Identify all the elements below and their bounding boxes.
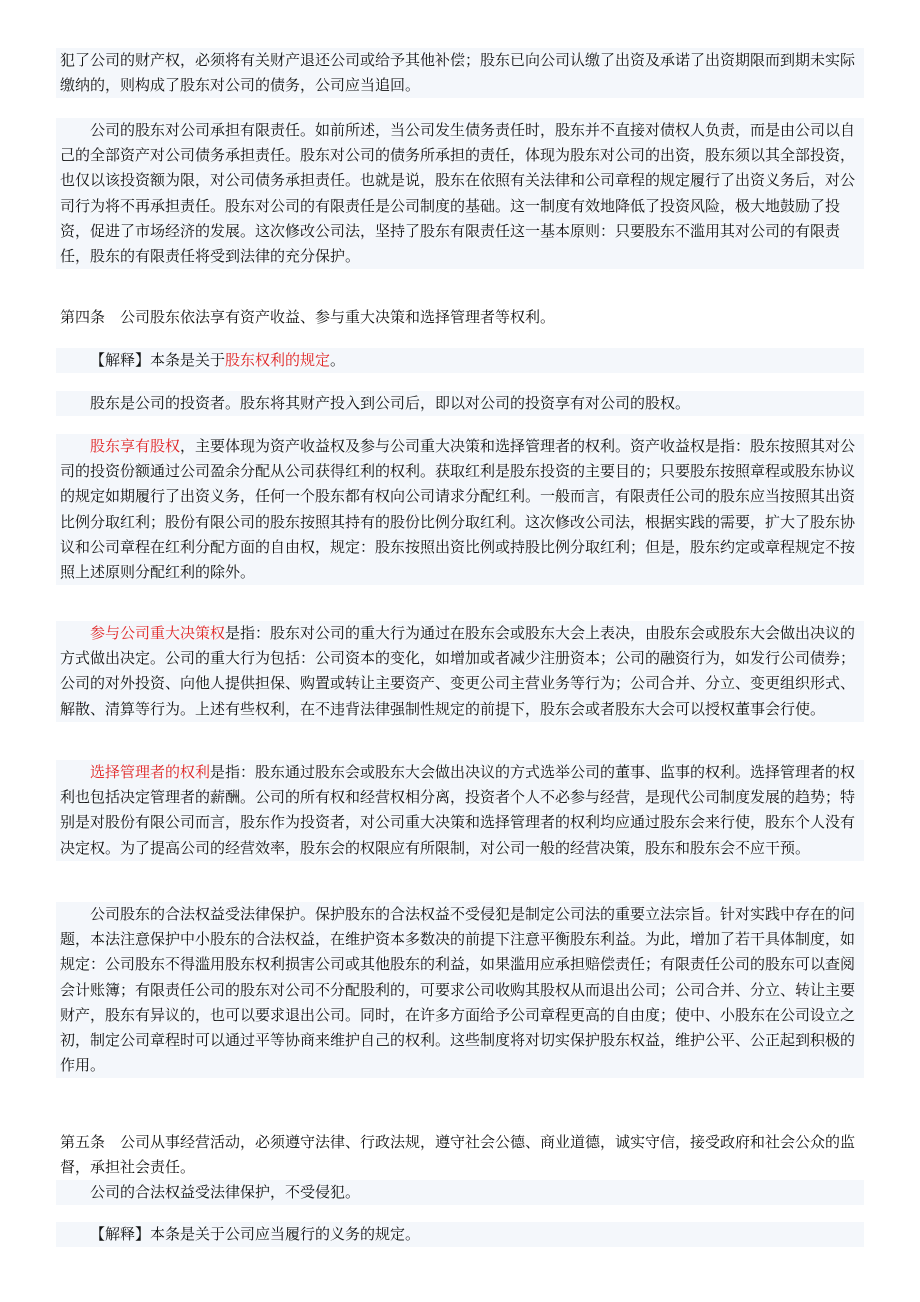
paragraph-rights-protected: 公司的合法权益受法律保护，不受侵犯。 [56,1180,864,1205]
article-4-interpretation [56,348,864,373]
highlight-equity: 股东享有股权 [90,437,181,455]
paragraph-equity-text: ，主要体现为资产收益权及参与公司重大决策和选择管理者的权利。资产收益权是指：股东按照其对公司的投资份额通过公司盈余分配从公司获得红利的权利。获取红利是股东投资的主要目的；只要股东按照章程或股东协议的规定如期履行了出资义务，任何一个股东都有权向公司请求分配红利。一般而言，有限责任公司的股东应当按照其出资比例分取红利；股份有限公司的股东按照其持有的股份比例分取红利。这次修改公司法，根据实践的需要，扩大了股东协议和公司章程在红利分配方面的自由权，规定：股东按照出资比例或持股比例分取红利；但是，股东约定或章程规定不按照上述原则分配红利的除外。 [60,437,856,582]
paragraph-continuation: 犯了公司的财产权，必须将有关财产退还公司或给予其他补偿；股东已向公司认缴了出资及承诺了出资期限而到期未实际缴纳的，则构成了股东对公司的债务，公司应当追回。 [56,48,864,98]
interpretation-prefix: 【解释】本条是关于 [90,351,226,369]
paragraph-select-managers-text: 是指：股东通过股东会或股东大会做出决议的方式选举公司的董事、监事的权利。选择管理者的权利也包括决定管理者的薪酬。公司的所有权和经营权相分离，投资者个人不必参与经营，是现代公司制度发展的趋势；特别是对股份有限公司而言，股东作为投资者，对公司重大决策和选择管理者的权利均应通过股东会来行使，股东个人没有决定权。为了提高公司的经营效率，股东会的权限应有所限制，对公司一般的经营决策，股东和股东会不应干预。 [60,763,856,857]
highlight-shareholder-rights: 股东权利的规定 [225,351,331,369]
paragraph-limited-liability: 公司的股东对公司承担有限责任。如前所述，当公司发生债务责任时，股东并不直接对债权人负责，而是由公司以自己的全部资产对公司债务承担责任。股东对公司的债务所承担的责任，体现为股东对公司的出资，股东须以其全部投资，也仅以该投资额为限，对公司债务承担责任。也就是说，股东在依照有关法律和公司章程的规定履行了出资义务后，对公司行为将不再承担责任。股东对公司的有限责任是公司制度的基础。这一制度有效地降低了投资风险，极大地鼓励了投资，促进了市场经济的发展。这次修改公司法，坚持了股东有限责任这一基本原则：只要股东不滥用其对公司的有限责任，股东的有限责任将受到法律的充分保护。 [56,118,864,269]
paragraph-equity [56,434,864,585]
paragraph-major-decisions [56,621,864,722]
highlight-select-managers: 选择管理者的权利 [90,763,211,781]
paragraph-major-decisions-text: 是指：股东对公司的重大行为通过在股东会或股东大会上表决，由股东会或股东大会做出决议的方式做出决定。公司的重大行为包括：公司资本的变化，如增加或者减少注册资本；公司的融资行为，如发行公司债券；公司的对外投资、向他人提供担保、购置或转让主要资产、变更公司主营业务等行为；公司合并、分立、变更组织形式、解散、清算等行为。上述有些权利，在不违背法律强制性规定的前提下，股东会或者股东大会可以授权董事会行使。 [60,624,856,718]
article-4-heading: 第四条 公司股东依法享有资产收益、参与重大决策和选择管理者等权利。 [60,308,556,326]
paragraph-protection: 公司股东的合法权益受法律保护。保护股东的合法权益不受侵犯是制定公司法的重要立法宗旨。针对实践中存在的问题，本法注意保护中小股东的合法权益，在维护资本多数决的前提下注意平衡股东利益。为此，增加了若干具体制度，如规定：公司股东不得滥用股东权利损害公司或其他股东的利益，如果滥用应承担赔偿责任；有限责任公司的股东可以查阅会计账簿；有限责任公司的股东对公司不分配股利的，可要求公司收购其股权从而退出公司；公司合并、分立、转让主要财产，股东有异议的，也可以要求退出公司。同时，在许多方面给予公司章程更高的自由度；使中、小股东在公司设立之初，制定公司章程时可以通过平等协商来维护自己的权利。这些制度将对切实保护股东权益，维护公平、公正起到积极的作用。 [56,902,864,1078]
article-5-heading: 第五条 公司从事经营活动，必须遵守法律、行政法规，遵守社会公德、商业道德，诚实守信，接受政府和社会公众的监督，承担社会责任。 [60,1133,856,1177]
highlight-major-decisions: 参与公司重大决策权 [90,624,226,642]
paragraph-investor: 股东是公司的投资者。股东将其财产投入到公司后，即以对公司的投资享有对公司的股权。 [56,391,864,416]
interpretation-suffix: 。 [330,351,346,369]
paragraph-select-managers [56,760,864,861]
article-5-interpretation: 【解释】本条是关于公司应当履行的义务的规定。 [56,1222,864,1247]
